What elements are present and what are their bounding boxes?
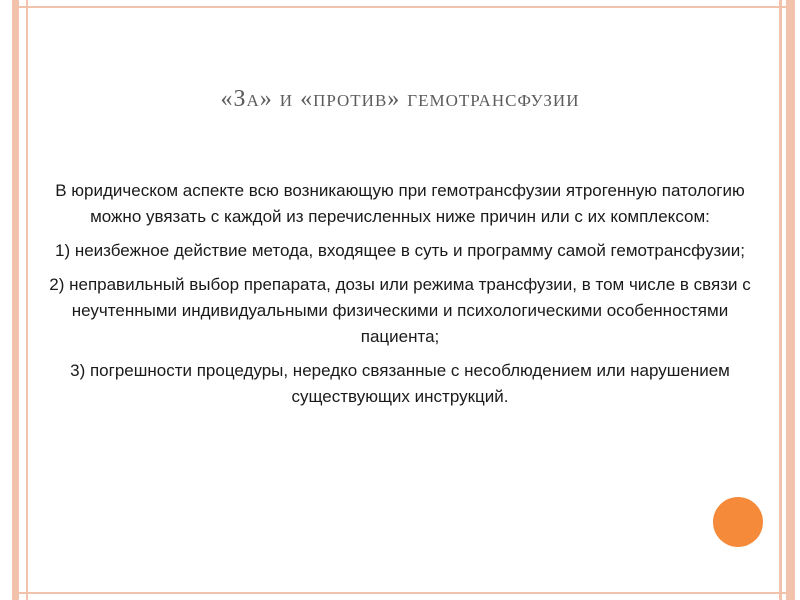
intro-paragraph: В юридическом аспекте всю возникающую при гемотрансфузии ятрогенную патологию можно увязать с каждой из перечисленных ниже причин или с их комплексом: xyxy=(55,181,745,226)
frame-bottom-line xyxy=(12,592,795,594)
reason-2-paragraph: 2) неправильный выбор препарата, дозы или режима трансфузии, в том числе в связи с неучтенными индивидуальными физическими и психологическими особенностями пациента; xyxy=(49,275,751,346)
frame-left-line xyxy=(26,0,28,600)
frame-left-bar xyxy=(12,0,19,600)
frame-right-bar xyxy=(786,0,795,600)
frame-right-line xyxy=(779,0,782,600)
reason-1-paragraph: 1) неизбежное действие метода, входящее в суть и программу самой гемотрансфузии; xyxy=(54,241,745,260)
slide-title: «За» и «против» гемотрансфузии xyxy=(220,86,580,112)
frame-top-line xyxy=(12,6,795,8)
reason-3-paragraph: 3) погрешности процедуры, нередко связанные с несоблюдением или нарушением существующих инструкций. xyxy=(70,361,730,406)
slide-body xyxy=(40,178,760,418)
orange-accent-circle xyxy=(713,497,763,547)
